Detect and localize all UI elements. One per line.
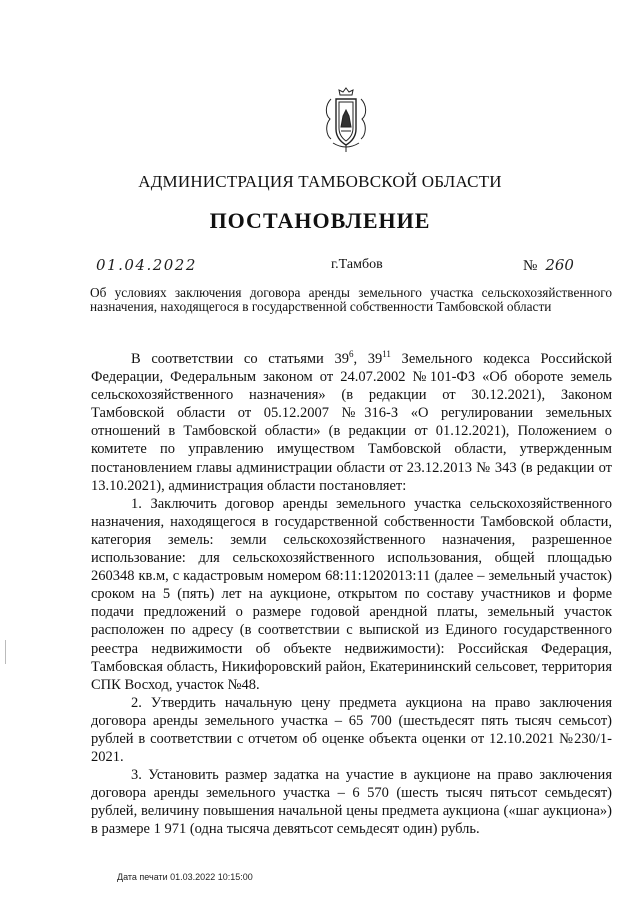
document-city: г.Тамбов xyxy=(331,257,383,272)
preamble-paragraph: В соответствии со статьями $39^6$, $39^{11}$ Земельного кодекса Российской Федерации, Федеральным законом от 24.07.2002 №101-ФЗ «Об обороте земель сельскохозяйственного назначения» (в редакции от 30.12.2021), Законом Тамбовской области от 05.12.2007 №316-З «О регулировании земельных отношений в Тамбовской области» (в редакции от 01.12.2021), Положением о комитете по управлению имуществом Тамбовской области, утвержденным постановлением главы администрации области от 23.12.2013 № 343 (в редакции от 13.10.2021), администрация области постановляет: xyxy=(91,349,613,494)
document-type-title: ПОСТАНОВЛЕНИЕ xyxy=(209,208,431,233)
document-number-block xyxy=(523,256,574,275)
document-body xyxy=(91,350,612,839)
document-number: 260 xyxy=(545,256,574,274)
item-paragraph-2: 2. Утвердить начальную цену предмета аукциона на право заключения договора аренды земельного участка – 65 700 (шестьдесят пять тысяч семьсот) рублей в соответствии с отчетом об оценке объекта оценки от 12.10.2021 №230/1-2021. xyxy=(91,694,612,766)
coat-of-arms-emblem xyxy=(319,85,373,155)
print-date-footer: Дата печати 01.03.2022 10:15:00 xyxy=(117,872,253,882)
scan-margin-mark xyxy=(5,640,6,664)
document-date: 01.04.2022 xyxy=(96,256,197,274)
number-label: № xyxy=(523,258,538,274)
item-paragraph-1: 1. Заключить договор аренды земельного участка сельскохозяйственного назначения, находящегося в государственной собственности Тамбовской области, категория земель: земли сельскохозяйственного назначения, разрешенное использование: для сельскохозяйственного использования, общей площадью 260348 кв.м, с кадастровым номером 68:11:1202013:11 (далее – земельный участок) сроком на 5 (пять) лет на аукционе, открытом по составу участников и форме подачи предложений о размере годовой арендной платы, земельный участок расположен по адресу (в соответствии с выпиской из Единого государственного реестра недвижимости об объекте недвижимости): Российская Федерация, Тамбовская область, Никифоровский район, Екатерининский сельсовет, территория СПК Восход, участок №48. xyxy=(91,495,612,693)
document-subject: Об условиях заключения договора аренды земельного участка сельскохозяйственного назначения, находящегося в государственной собственности Тамбовской области xyxy=(90,285,612,314)
item-paragraph-3: 3. Установить размер задатка на участие в аукционе на право заключения договора аренды земельного участка – 6 570 (шесть тысяч пятьсот семьдесят) рублей, величину повышения начальной цены предмета аукциона («шаг аукциона») в размере 1 971 (одна тысяча девятьсот семьдесят один) рубль. xyxy=(91,767,612,838)
agency-name: АДМИНИСТРАЦИЯ ТАМБОВСКОЙ ОБЛАСТИ xyxy=(138,172,502,191)
